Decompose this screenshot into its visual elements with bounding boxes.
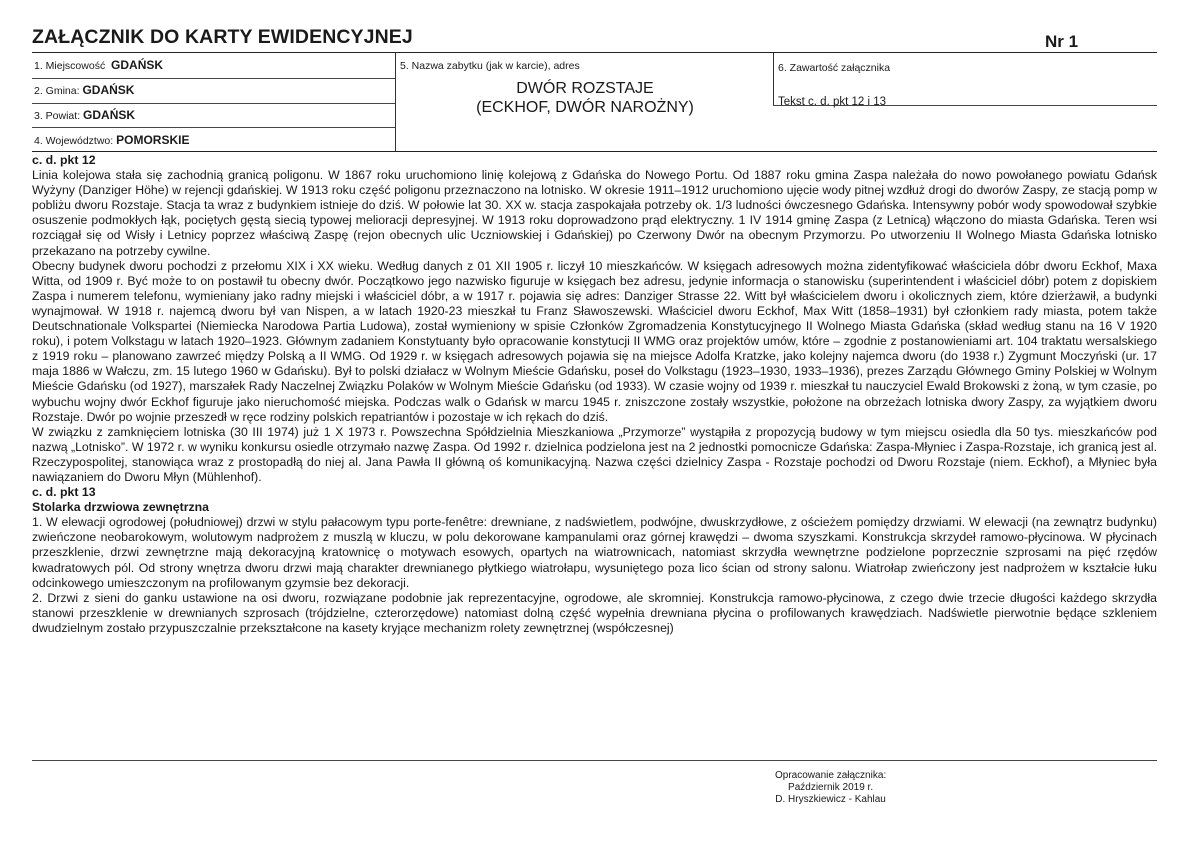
nazwa-label: 5. Nazwa zabytku (jak w karcie), adres xyxy=(400,60,580,72)
credit-line3: D. Hryszkiewicz - Kahlau xyxy=(775,794,886,805)
author-credit xyxy=(775,770,886,806)
miejscowosc-value: GDAŃSK xyxy=(111,58,164,72)
credit-line1: Opracowanie załącznika: xyxy=(775,770,887,781)
document-title: ZAŁĄCZNIK DO KARTY EWIDENCYJNEJ xyxy=(32,26,413,48)
powiat-value: GDAŃSK xyxy=(83,108,136,122)
wojewodztwo-label: 4. Województwo: xyxy=(34,135,114,147)
row-divider-1 xyxy=(32,78,395,79)
attachment-number: Nr 1 xyxy=(1045,32,1079,51)
document-body xyxy=(32,153,1157,636)
monument-name-line1: DWÓR ROZSTAJE xyxy=(516,80,654,97)
paragraph-5: 2. Drzwi z sieni do ganku ustawione na osi dworu, rozwiązane podobnie jak reprezentacyjne, ogrodowe, ale skromniej. Konstrukcja ramowo-płycinowa, z czego dwie trzecie długości każdego skrzydła stanowi przeszklenie w drewnianych szprosach (trójdzielne, czterorzędowe) natomiast dolną część wypełnia drewniana płycina o profilowanych krawędziach. Nadświetle pierwotnie będące szkleniem dwudzielnym zostało przypuszczalnie przekształcone na kasety kryjące mechanizm rolety zewnętrznej (współczesnej) xyxy=(32,590,1157,635)
table-top-border xyxy=(32,52,1157,53)
field-wojewodztwo xyxy=(34,133,189,147)
monument-name-line2: (ECKHOF, DWÓR NAROŻNY) xyxy=(476,99,694,116)
paragraph-4: 1. W elewacji ogrodowej (południowej) drzwi w stylu pałacowym typu porte-fenêtre: drewniane, z nadświetlem, podwójne, dwuskrzydłowe, z ościeżem pomiędzy drzwiami. W elewacji (na zewnątrz budynku) zwieńczone neobarokowym, wolutowym nadprożem z muszlą w kluczu, w polu dekorowane kampanulami oraz górnej krawędzi – dwoma szyszkami. Konstrukcja skrzydeł ramowo-płycinowa. W płycinach przeszklenie, drzwi zewnętrzne mają dekoracyjną kratownicę o motywach esowych, opartych na wiatrownicach, natomiast skrzydła wewnętrzne podzielone poprzecznie szprosami na pięć rzędów kwadratowych pól. Od strony wnętrza dworu drzwi mają charakter drewnianego płytkiego wiatrołapu, wysuniętego poza lico ścian od strony salonu. Wiatrołap zwieńczony jest nadprożem w kształcie łuku odcinkowego umieszczonym na profilowanym gzymsie bez dekoracji. xyxy=(32,515,1157,590)
wojewodztwo-value: POMORSKIE xyxy=(116,133,190,147)
section-heading-pkt13: c. d. pkt 13 xyxy=(32,485,96,500)
footer-divider xyxy=(32,760,1157,761)
credit-line2: Październik 2019 r. xyxy=(788,782,874,793)
zawartosc-label: 6. Zawartość załącznika xyxy=(778,62,891,74)
zawartosc-value: Tekst c. d. pkt 12 i 13 xyxy=(778,96,887,108)
section-heading-pkt12: c. d. pkt 12 xyxy=(32,153,96,167)
subsection-heading-stolarka: Stolarka drzwiowa zewnętrzna xyxy=(32,500,209,515)
field-powiat xyxy=(34,108,135,122)
field-miejscowosc xyxy=(34,58,163,72)
field-gmina xyxy=(34,83,134,97)
monument-name xyxy=(395,79,775,117)
table-bottom-border xyxy=(32,151,1157,152)
miejscowosc-label: 1. Miejscowość xyxy=(34,60,106,72)
row-divider-3 xyxy=(32,127,395,128)
powiat-label: 3. Powiat: xyxy=(34,110,81,122)
paragraph-3: W związku z zamknięciem lotniska (30 III 1974) już 1 X 1973 r. Powszechna Spółdzielnia Mieszkaniowa „Przymorze” wystąpiła z propozycją budowy w tym miejscu osiedla dla 50 tys. mieszkańców pod nazwą „Lotnisko”. W 1972 r. w wyniku konkursu osiedle otrzymało nazwę Zaspa. Od 1992 r. dzielnica podzielona jest na 2 jednostki pomocnicze Gdańska: Zaspa-Młyniec i Zaspa-Rozstaje, ich granicą jest al. Rzeczypospolitej, stanowiąca wraz z prostopadłą do niej al. Jana Pawła II główną oś komunikacyjną. Nazwa części dzielnicy Zaspa - Rozstaje pochodzi od Dworu Rozstaje (niem. Eckhof), a Młyniec była nawiązaniem do Dworu Młyn (Mühlenhof). xyxy=(32,424,1157,484)
row-divider-2 xyxy=(32,103,395,104)
paragraph-2: Obecny budynek dworu pochodzi z przełomu XIX i XX wieku. Według danych z 01 XII 1905 r. liczył 10 mieszkańców. W księgach adresowych można zidentyfikować właściciela dóbr dworu Eckhof, Maxa Witta, od 1909 r. Być może to on postawił tu obecny dwór. Początkowo jego nazwisko figuruje w księgach bez adresu, jedynie informacja o stanowisku (superintendent i właściciel dóbr) potem z dopiskiem Zaspa i numerem telefonu, wymieniany jako radny miejski i właściciel dóbr, a w 1917 r. pojawia się adres: Danziger Strasse 22. Witt był właścicielem dworu i okolicznych ziem, które dzierżawił, a budynki wynajmował. W 1918 r. najemcą dworu był van Nispen, a w latach 1920-23 mieszkał tu Franz Sławoszewski. Właściciel dworu Eckhof, Max Witt (1858–1931) był członkiem rady miasta, potem także Deutschnationale Volkspartei (Niemiecka Narodowa Partia Ludowa), został wymieniony w spisie Członków Zgromadzenia Konstytucyjnego II Wolnego Miasta Gdańska (skład według stanu na 16 V 1920 roku), i potem Volkstagu w latach 1920–1923. Głównym zadaniem Konstytuanty było opracowanie konstytucji II WMG oraz projektów umów, które – zgodnie z postanowieniami art. 104 traktatu wersalskiego z 1919 roku – planowano zawrzeć między Polską a II WMG. Od 1929 r. w księgach adresowych pojawia się na miejsce Adolfa Kratzke, jako kolejny najemca dworu (do 1938 r.) Zygmunt Moczyński (ur. 17 maja 1886 w Wałczu, zm. 15 lutego 1960 w Gdańsku). Był to polski działacz w Wolnym Mieście Gdańsku, poseł do Volkstagu (1923–1930, 1933–1936), prezes Zarządu Głównego Gminy Polskiej w Wolnym Mieście Gdańsku (od 1927), marszałek Rady Naczelnej Związku Polaków w Wolnym Mieście Gdańsku (od 1933). W czasie wojny od 1939 r. mieszkał tu nauczyciel Ewald Brokowski z żoną, w tym czasie, po wybuchu wojny dwór Eckhof figuruje jako nieruchomość miejska. Podczas walk o Gdańsk w marcu 1945 r. zniszczone zostały wszystkie, położone na obrzeżach lotniska dwory Zaspy, za wyjątkiem dworu Rozstaje. Dwór po wojnie przeszedł w ręce rodziny polskich repatriantów i pozostaje w ich rękach do dziś. xyxy=(32,258,1157,424)
paragraph-1: Linia kolejowa stała się zachodnią granicą poligonu. W 1867 roku uruchomiono linię kolejową z Gdańska do Nowego Portu. Od 1887 roku gmina Zaspa należała do nowo powołanego powiatu Gdańsk Wyżyny (Danziger Höhe) w rejencji gdańskiej. W 1913 roku część poligonu przeznaczono na lotnisko. W okresie 1911–1912 uruchomiono ujęcie wody pitnej wzdłuż drogi do dworów Zaspy, ze stacją pomp w pobliżu dworu Rozstaje. Stacja ta wraz z budynkiem istnieje do dziś. W połowie lat 30. XX w. stacja zaspokajała potrzeby ok. 1/3 ludności ówczesnego Gdańska. Intensywny pobór wody spowodował szybkie osuszenie podmokłych łąk, pociętych gęstą siecią typowej melioracji depresyjnej. W 1913 roku doprowadzono prąd elektryczny. 1 IV 1914 gminę Zaspa (z Letnicą) włączono do miasta Gdańska. Teren wsi rozciągał się od Wisły i Letnicy poprzez właściwą Zaspę (rejon obecnych ulic Uczniowskiej i Gdańskiej) po Czerwony Dwór na obecnym Przymorzu. Po utworzeniu II Wolnego Miasta Gdańska lotnisko przekazano na potrzeby cywilne. xyxy=(32,168,1157,258)
gmina-value: GDAŃSK xyxy=(82,83,135,97)
gmina-label: 2. Gmina: xyxy=(34,85,80,97)
